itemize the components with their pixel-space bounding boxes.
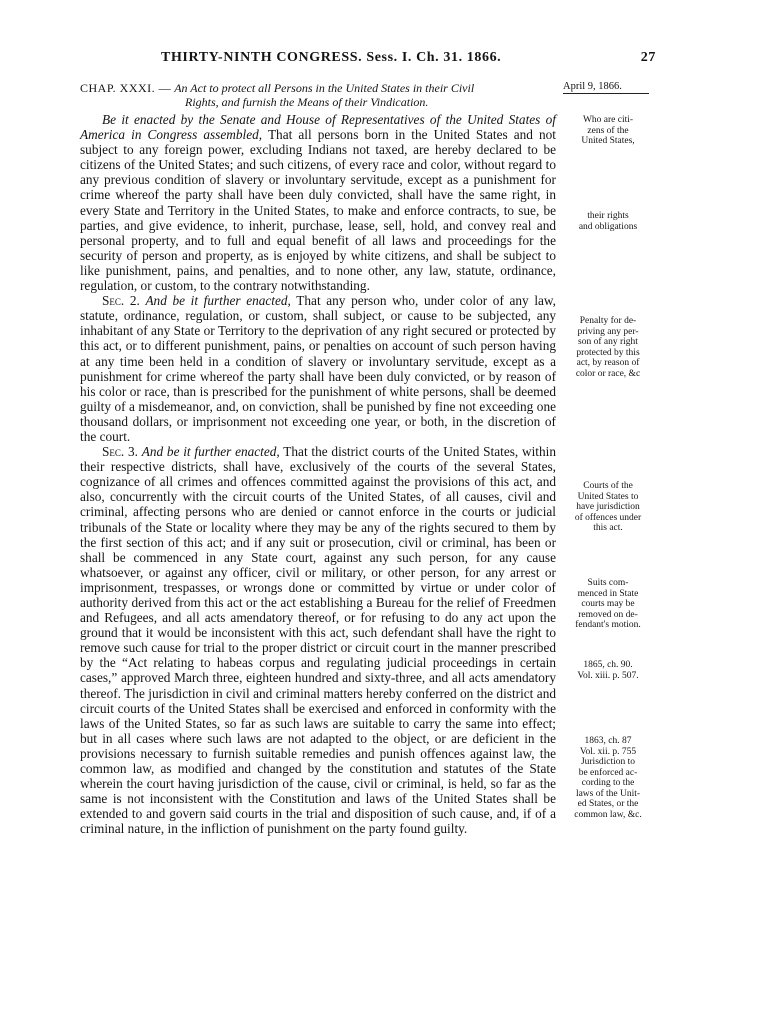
section-1-text: That all persons born in the United States and not subject to any foreign power, excluding Indians not taxed, are hereby declared to be citizens of the United States; and such citizens, of every race and color, without regard to any previous condition of slavery or involuntary servitude, except as a punishment for crime whereof the party shall have been duly convicted, shall have the same right, in every State and Territory in the United States, to make and enforce contracts, to sue, be parties, and give evidence, to inherit, purchase, lease, sell, hold, and convey real and personal property, and to full and equal benefit of all laws and proceedings for the security of person and property, as is enjoyed by white citizens, and shall be subject to like punishment, pains, and penalties, and to none other, any law, statute, ordinance, regulation, or custom, to the contrary notwithstanding. (80, 127, 557, 294)
margin-note-jurisdiction: 1863, ch. 87 Vol. xii. p. 755 Jurisdiction to be enforced ac- cording to the laws of the Unit- ed States, or the common law, &c. (574, 736, 642, 820)
section-2-text: That any person who, under color of any law, statute, ordinance, regulation, or custom, shall subject, or cause to be subjected, any inhabitant of any State or Territory to the deprivation of any right secured or protected by this act, or to different punishment, pains, or penalties on account of such person having at any time been held in a condition of slavery or involuntary servitude, except as a punishment for crime whereof the party shall have been duly convicted, or by reason of his color or race, than is prescribed for the punishment of white persons, shall be deemed guilty of a misdemeanor, and, on conviction, shall be punished by fine not exceeding one thousand dollars, or imprisonment not exceeding one year, or both, in the discretion of the court. (80, 293, 556, 444)
running-title: THIRTY-NINTH CONGRESS. Sess. I. Ch. 31. 1866. (161, 50, 502, 65)
section-2-label: Sec. 2. (102, 293, 140, 309)
section-2-lead: And be it further enacted, (145, 293, 291, 309)
margin-note-penalty: Penalty for de- priving any per- son of any right protected by this act, by reason of color or race, &c (575, 316, 641, 379)
enacting-clause: Be it enacted by the Senate and House of Representatives of the United States of America in Congress assembled, (80, 112, 556, 143)
section-2 (80, 293, 556, 444)
margin-note-citation-1865: 1865, ch. 90. Vol. xiii. p. 507. (577, 660, 639, 681)
chapter-title-line-2: Rights, and furnish the Means of their Vindication. (185, 95, 429, 109)
section-3-label: Sec. 3. (102, 444, 138, 460)
chapter-title-line-1: An Act to protect all Persons in the United States in their Civil (174, 81, 475, 95)
page-number: 27 (640, 50, 656, 65)
approval-date: April 9, 1866. (563, 81, 649, 94)
margin-note-courts: Courts of the United States to have jurisdiction of offences under this act. (574, 481, 642, 533)
margin-note-suits: Suits com- menced in State courts may be removed on de- fendant's motion. (575, 578, 641, 630)
section-1 (80, 112, 556, 293)
section-3-lead: And be it further enacted, (141, 444, 280, 460)
chapter-label: CHAP. XXXI. — (80, 81, 172, 95)
section-3 (80, 444, 556, 836)
margin-note-rights: their rights and obligations (578, 211, 638, 232)
section-3-text: That the district courts of the United States, within their respective districts, shall have, exclusively of the courts of the several States, cognizance of all crimes and offences committed against the provisions of this act, and also, concurrently with the circuit courts of the United States, of all causes, civil and criminal, affecting persons who are denied or cannot enforce in the courts or judicial tribunals of the State or locality where they may be any of the rights secured to them by the first section of this act; and if any suit or prosecution, civil or criminal, has been or shall be commenced in any State court, against any such person, for any cause whatsoever, or against any officer, civil or military, or other person, for any arrest or imprisonment, trespasses, or wrongs done or committed by virtue or under color of authority derived from this act or the act establishing a Bureau for the relief of Freedmen and Refugees, and all acts amendatory thereof, or for refusing to do any act upon the ground that it would be inconsistent with this act, such defendant shall have the right to remove such cause for trial to the proper district or circuit court in the manner prescribed by the “Act relating to habeas corpus and regulating judicial proceedings in certain cases,” approved March three, eighteen hundred and sixty-three, and all acts amendatory thereof. The jurisdiction in civil and criminal matters hereby conferred on the district and circuit courts of the United States shall be exercised and enforced in conformity with the laws of the United States, so far as such laws are suitable to carry the same into effect; but in all cases where such laws are not adapted to the object, or are deficient in the provisions necessary to furnish suitable remedies and punish offences against law, the common law, as modified and changed by the constitution and statutes of the State wherein the court having jurisdiction of the cause, civil or criminal, is held, so far as the same is not inconsistent with the Constitution and laws of the United States shall be extended to and govern said courts in the trial and disposition of such cause, and, if of a criminal nature, in the infliction of punishment on the party found guilty. (80, 444, 556, 837)
act-body (80, 112, 556, 837)
margin-note-citizens: Who are citi- zens of the United States, (581, 115, 635, 146)
chapter-heading (80, 81, 560, 109)
